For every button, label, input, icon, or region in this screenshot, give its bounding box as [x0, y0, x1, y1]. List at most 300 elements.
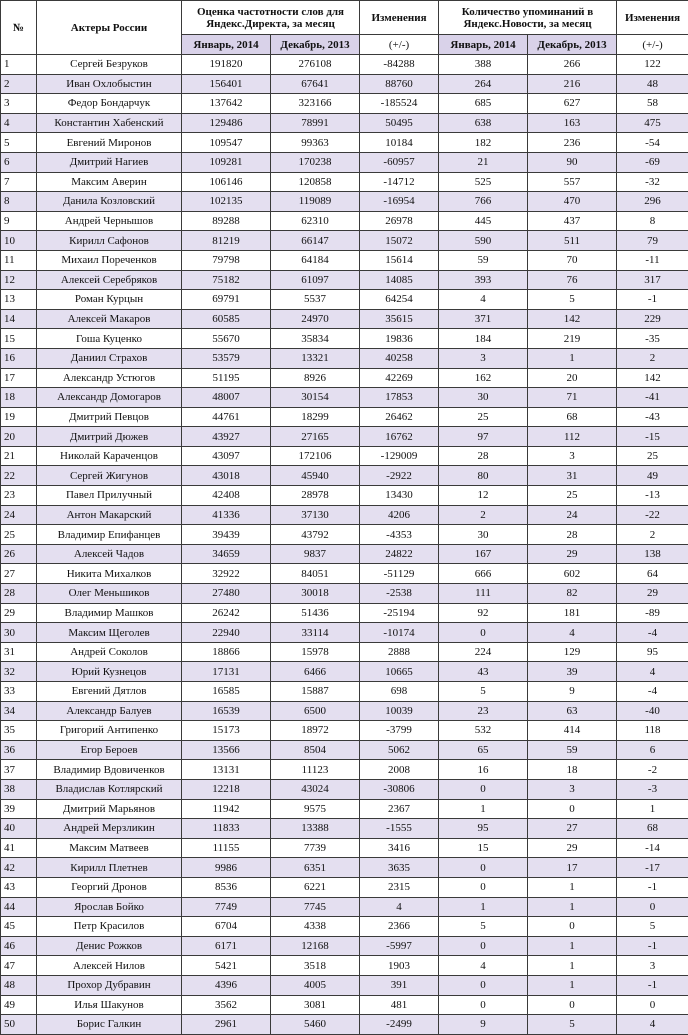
- news-change-cell: 2: [617, 348, 688, 368]
- news-december-cell: 4: [528, 623, 617, 643]
- direct-january-cell: 69791: [182, 290, 271, 310]
- direct-december-cell: 3518: [271, 956, 360, 976]
- news-change-cell: 6: [617, 740, 688, 760]
- news-change-cell: -15: [617, 427, 688, 447]
- news-january-cell: 21: [439, 152, 528, 172]
- actor-name-cell: Максим Матвеев: [37, 838, 182, 858]
- news-december-cell: 25: [528, 486, 617, 506]
- direct-change-cell: 19836: [360, 329, 439, 349]
- table-row: [1, 584, 688, 604]
- news-change-cell: -22: [617, 505, 688, 525]
- actor-name-cell: Александр Устюгов: [37, 368, 182, 388]
- news-change-cell: -1: [617, 975, 688, 995]
- direct-january-cell: 17131: [182, 662, 271, 682]
- actor-name-cell: Борис Галкин: [37, 1015, 182, 1035]
- news-january-cell: 224: [439, 642, 528, 662]
- news-january-cell: 3: [439, 348, 528, 368]
- table-row: [1, 642, 688, 662]
- news-change-cell: -17: [617, 858, 688, 878]
- news-january-cell: 162: [439, 368, 528, 388]
- direct-january-cell: 6704: [182, 917, 271, 937]
- row-number-cell: 25: [1, 525, 37, 545]
- row-number-cell: 15: [1, 329, 37, 349]
- direct-december-cell: 13388: [271, 819, 360, 839]
- header-news-january: Январь, 2014: [439, 35, 528, 55]
- direct-change-cell: 2367: [360, 799, 439, 819]
- table-row: [1, 956, 688, 976]
- row-number-cell: 9: [1, 211, 37, 231]
- direct-january-cell: 22940: [182, 623, 271, 643]
- news-january-cell: 167: [439, 544, 528, 564]
- row-number-cell: 20: [1, 427, 37, 447]
- row-number-cell: 50: [1, 1015, 37, 1035]
- table-row: [1, 466, 688, 486]
- direct-january-cell: 11155: [182, 838, 271, 858]
- news-december-cell: 70: [528, 250, 617, 270]
- direct-december-cell: 27165: [271, 427, 360, 447]
- news-january-cell: 80: [439, 466, 528, 486]
- news-change-cell: 25: [617, 446, 688, 466]
- news-change-cell: -4: [617, 623, 688, 643]
- news-january-cell: 1: [439, 897, 528, 917]
- actor-name-cell: Никита Михалков: [37, 564, 182, 584]
- row-number-cell: 19: [1, 407, 37, 427]
- row-number-cell: 16: [1, 348, 37, 368]
- direct-january-cell: 106146: [182, 172, 271, 192]
- table-row: [1, 1015, 688, 1035]
- news-change-cell: -41: [617, 388, 688, 408]
- table-row: [1, 799, 688, 819]
- direct-january-cell: 41336: [182, 505, 271, 525]
- actor-name-cell: Андрей Мерзликин: [37, 819, 182, 839]
- table-row: [1, 55, 688, 75]
- direct-change-cell: 3635: [360, 858, 439, 878]
- table-row: [1, 877, 688, 897]
- table-row: [1, 701, 688, 721]
- news-january-cell: 184: [439, 329, 528, 349]
- news-december-cell: 20: [528, 368, 617, 388]
- actor-name-cell: Роман Курцын: [37, 290, 182, 310]
- direct-january-cell: 44761: [182, 407, 271, 427]
- direct-january-cell: 79798: [182, 250, 271, 270]
- direct-december-cell: 323166: [271, 94, 360, 114]
- news-january-cell: 95: [439, 819, 528, 839]
- news-change-cell: -13: [617, 486, 688, 506]
- news-change-cell: 138: [617, 544, 688, 564]
- actor-name-cell: Гоша Куценко: [37, 329, 182, 349]
- row-number-cell: 6: [1, 152, 37, 172]
- news-december-cell: 68: [528, 407, 617, 427]
- news-change-cell: 475: [617, 113, 688, 133]
- row-number-cell: 21: [1, 446, 37, 466]
- direct-december-cell: 24970: [271, 309, 360, 329]
- news-change-cell: 0: [617, 897, 688, 917]
- row-number-cell: 34: [1, 701, 37, 721]
- header-number: №: [1, 1, 37, 55]
- header-news-change: Изменения: [617, 1, 688, 35]
- news-change-cell: 122: [617, 55, 688, 75]
- actor-name-cell: Павел Прилучный: [37, 486, 182, 506]
- row-number-cell: 26: [1, 544, 37, 564]
- direct-january-cell: 34659: [182, 544, 271, 564]
- table-row: [1, 544, 688, 564]
- direct-change-cell: 13430: [360, 486, 439, 506]
- direct-change-cell: 14085: [360, 270, 439, 290]
- news-december-cell: 163: [528, 113, 617, 133]
- news-january-cell: 15: [439, 838, 528, 858]
- direct-change-cell: -4353: [360, 525, 439, 545]
- header-direct-change: Изменения: [360, 1, 439, 35]
- direct-december-cell: 120858: [271, 172, 360, 192]
- row-number-cell: 3: [1, 94, 37, 114]
- direct-january-cell: 11942: [182, 799, 271, 819]
- direct-change-cell: 391: [360, 975, 439, 995]
- direct-december-cell: 8926: [271, 368, 360, 388]
- news-change-cell: -4: [617, 682, 688, 702]
- table-row: [1, 838, 688, 858]
- news-december-cell: 0: [528, 995, 617, 1015]
- direct-change-cell: -2922: [360, 466, 439, 486]
- direct-change-cell: -2538: [360, 584, 439, 604]
- news-january-cell: 16: [439, 760, 528, 780]
- news-january-cell: 2: [439, 505, 528, 525]
- direct-change-cell: 64254: [360, 290, 439, 310]
- direct-december-cell: 64184: [271, 250, 360, 270]
- direct-change-cell: 16762: [360, 427, 439, 447]
- news-change-cell: 317: [617, 270, 688, 290]
- direct-january-cell: 9986: [182, 858, 271, 878]
- actor-name-cell: Олег Меньшиков: [37, 584, 182, 604]
- direct-december-cell: 33114: [271, 623, 360, 643]
- direct-january-cell: 18866: [182, 642, 271, 662]
- actor-name-cell: Сергей Жигунов: [37, 466, 182, 486]
- direct-december-cell: 12168: [271, 936, 360, 956]
- table-row: [1, 721, 688, 741]
- table-header: [1, 1, 688, 55]
- header-direct-frequency: Оценка частотности слов для Яндекс.Директа, за месяц: [182, 1, 360, 35]
- direct-january-cell: 43097: [182, 446, 271, 466]
- news-december-cell: 181: [528, 603, 617, 623]
- news-january-cell: 5: [439, 917, 528, 937]
- news-january-cell: 264: [439, 74, 528, 94]
- news-december-cell: 602: [528, 564, 617, 584]
- news-december-cell: 236: [528, 133, 617, 153]
- table-row: [1, 603, 688, 623]
- direct-december-cell: 45940: [271, 466, 360, 486]
- news-change-cell: -89: [617, 603, 688, 623]
- direct-january-cell: 26242: [182, 603, 271, 623]
- direct-december-cell: 9837: [271, 544, 360, 564]
- row-number-cell: 39: [1, 799, 37, 819]
- direct-january-cell: 16585: [182, 682, 271, 702]
- actor-name-cell: Максим Аверин: [37, 172, 182, 192]
- direct-change-cell: -5997: [360, 936, 439, 956]
- direct-january-cell: 48007: [182, 388, 271, 408]
- news-december-cell: 24: [528, 505, 617, 525]
- direct-change-cell: 2008: [360, 760, 439, 780]
- row-number-cell: 42: [1, 858, 37, 878]
- direct-january-cell: 11833: [182, 819, 271, 839]
- row-number-cell: 7: [1, 172, 37, 192]
- direct-change-cell: -30806: [360, 779, 439, 799]
- direct-january-cell: 43927: [182, 427, 271, 447]
- news-january-cell: 30: [439, 388, 528, 408]
- row-number-cell: 46: [1, 936, 37, 956]
- table-row: [1, 564, 688, 584]
- direct-change-cell: -14712: [360, 172, 439, 192]
- news-december-cell: 1: [528, 956, 617, 976]
- news-change-cell: 0: [617, 995, 688, 1015]
- table-row: [1, 152, 688, 172]
- actor-name-cell: Евгений Миронов: [37, 133, 182, 153]
- actor-name-cell: Владислав Котлярский: [37, 779, 182, 799]
- news-january-cell: 0: [439, 936, 528, 956]
- table-row: [1, 192, 688, 212]
- actor-name-cell: Дмитрий Певцов: [37, 407, 182, 427]
- direct-change-cell: 2315: [360, 877, 439, 897]
- table-row: [1, 172, 688, 192]
- direct-december-cell: 43792: [271, 525, 360, 545]
- news-january-cell: 393: [439, 270, 528, 290]
- direct-december-cell: 15887: [271, 682, 360, 702]
- news-december-cell: 17: [528, 858, 617, 878]
- row-number-cell: 33: [1, 682, 37, 702]
- direct-december-cell: 37130: [271, 505, 360, 525]
- news-december-cell: 470: [528, 192, 617, 212]
- news-change-cell: -1: [617, 936, 688, 956]
- direct-january-cell: 7749: [182, 897, 271, 917]
- news-january-cell: 0: [439, 975, 528, 995]
- news-december-cell: 71: [528, 388, 617, 408]
- actor-name-cell: Илья Шакунов: [37, 995, 182, 1015]
- direct-december-cell: 43024: [271, 779, 360, 799]
- news-january-cell: 685: [439, 94, 528, 114]
- actor-name-cell: Алексей Серебряков: [37, 270, 182, 290]
- direct-change-cell: 2888: [360, 642, 439, 662]
- news-january-cell: 0: [439, 877, 528, 897]
- direct-december-cell: 13321: [271, 348, 360, 368]
- news-change-cell: 1: [617, 799, 688, 819]
- direct-change-cell: 17853: [360, 388, 439, 408]
- news-change-cell: 4: [617, 662, 688, 682]
- actor-name-cell: Егор Бероев: [37, 740, 182, 760]
- actor-name-cell: Владимир Машков: [37, 603, 182, 623]
- row-number-cell: 41: [1, 838, 37, 858]
- table-row: [1, 270, 688, 290]
- direct-change-cell: 1903: [360, 956, 439, 976]
- row-number-cell: 8: [1, 192, 37, 212]
- direct-december-cell: 119089: [271, 192, 360, 212]
- news-change-cell: 64: [617, 564, 688, 584]
- table-row: [1, 975, 688, 995]
- news-change-cell: 49: [617, 466, 688, 486]
- direct-december-cell: 11123: [271, 760, 360, 780]
- news-december-cell: 59: [528, 740, 617, 760]
- actor-name-cell: Владимир Вдовиченков: [37, 760, 182, 780]
- actor-name-cell: Антон Макарский: [37, 505, 182, 525]
- table-row: [1, 662, 688, 682]
- news-january-cell: 9: [439, 1015, 528, 1035]
- news-january-cell: 445: [439, 211, 528, 231]
- news-january-cell: 590: [439, 231, 528, 251]
- direct-january-cell: 60585: [182, 309, 271, 329]
- direct-december-cell: 30154: [271, 388, 360, 408]
- news-january-cell: 12: [439, 486, 528, 506]
- news-january-cell: 65: [439, 740, 528, 760]
- news-december-cell: 1: [528, 975, 617, 995]
- direct-change-cell: -16954: [360, 192, 439, 212]
- direct-change-cell: -1555: [360, 819, 439, 839]
- news-january-cell: 0: [439, 779, 528, 799]
- direct-change-cell: 40258: [360, 348, 439, 368]
- direct-december-cell: 9575: [271, 799, 360, 819]
- news-december-cell: 76: [528, 270, 617, 290]
- news-january-cell: 0: [439, 858, 528, 878]
- row-number-cell: 13: [1, 290, 37, 310]
- news-change-cell: -1: [617, 290, 688, 310]
- row-number-cell: 4: [1, 113, 37, 133]
- news-change-cell: 68: [617, 819, 688, 839]
- table-row: [1, 623, 688, 643]
- actor-name-cell: Михаил Пореченков: [37, 250, 182, 270]
- news-change-cell: 2: [617, 525, 688, 545]
- actor-name-cell: Дмитрий Дюжев: [37, 427, 182, 447]
- news-december-cell: 216: [528, 74, 617, 94]
- actor-name-cell: Дмитрий Марьянов: [37, 799, 182, 819]
- row-number-cell: 11: [1, 250, 37, 270]
- news-january-cell: 1: [439, 799, 528, 819]
- direct-january-cell: 13131: [182, 760, 271, 780]
- row-number-cell: 2: [1, 74, 37, 94]
- table-row: [1, 995, 688, 1015]
- table-row: [1, 388, 688, 408]
- news-change-cell: 229: [617, 309, 688, 329]
- news-change-cell: -3: [617, 779, 688, 799]
- direct-december-cell: 84051: [271, 564, 360, 584]
- direct-change-cell: 88760: [360, 74, 439, 94]
- news-change-cell: 95: [617, 642, 688, 662]
- direct-december-cell: 3081: [271, 995, 360, 1015]
- actor-name-cell: Прохор Дубравин: [37, 975, 182, 995]
- actor-name-cell: Кирилл Плетнев: [37, 858, 182, 878]
- direct-january-cell: 109281: [182, 152, 271, 172]
- news-change-cell: 118: [617, 721, 688, 741]
- table-row: [1, 936, 688, 956]
- news-change-cell: -54: [617, 133, 688, 153]
- news-december-cell: 437: [528, 211, 617, 231]
- table-row: [1, 897, 688, 917]
- table-row: [1, 94, 688, 114]
- direct-january-cell: 15173: [182, 721, 271, 741]
- direct-january-cell: 39439: [182, 525, 271, 545]
- direct-change-cell: -60957: [360, 152, 439, 172]
- news-december-cell: 3: [528, 446, 617, 466]
- row-number-cell: 12: [1, 270, 37, 290]
- news-december-cell: 1: [528, 897, 617, 917]
- news-december-cell: 29: [528, 544, 617, 564]
- direct-january-cell: 42408: [182, 486, 271, 506]
- direct-december-cell: 6351: [271, 858, 360, 878]
- direct-change-cell: 35615: [360, 309, 439, 329]
- row-number-cell: 30: [1, 623, 37, 643]
- news-change-cell: -1: [617, 877, 688, 897]
- direct-january-cell: 12218: [182, 779, 271, 799]
- table-row: [1, 525, 688, 545]
- news-december-cell: 5: [528, 1015, 617, 1035]
- direct-change-cell: -10174: [360, 623, 439, 643]
- news-january-cell: 28: [439, 446, 528, 466]
- news-january-cell: 388: [439, 55, 528, 75]
- news-january-cell: 43: [439, 662, 528, 682]
- actor-name-cell: Григорий Антипенко: [37, 721, 182, 741]
- news-change-cell: -2: [617, 760, 688, 780]
- direct-december-cell: 99363: [271, 133, 360, 153]
- row-number-cell: 45: [1, 917, 37, 937]
- direct-january-cell: 5421: [182, 956, 271, 976]
- direct-change-cell: -84288: [360, 55, 439, 75]
- news-december-cell: 28: [528, 525, 617, 545]
- table-row: [1, 309, 688, 329]
- news-december-cell: 219: [528, 329, 617, 349]
- news-january-cell: 638: [439, 113, 528, 133]
- direct-january-cell: 2961: [182, 1015, 271, 1035]
- row-number-cell: 29: [1, 603, 37, 623]
- direct-january-cell: 8536: [182, 877, 271, 897]
- direct-december-cell: 276108: [271, 55, 360, 75]
- news-change-cell: 142: [617, 368, 688, 388]
- direct-december-cell: 7739: [271, 838, 360, 858]
- header-direct-unit: (+/-): [360, 35, 439, 55]
- table-row: [1, 779, 688, 799]
- direct-change-cell: 4206: [360, 505, 439, 525]
- news-january-cell: 59: [439, 250, 528, 270]
- table-row: [1, 368, 688, 388]
- direct-change-cell: 10039: [360, 701, 439, 721]
- direct-january-cell: 6171: [182, 936, 271, 956]
- direct-january-cell: 51195: [182, 368, 271, 388]
- actor-name-cell: Сергей Безруков: [37, 55, 182, 75]
- news-december-cell: 1: [528, 936, 617, 956]
- direct-december-cell: 18299: [271, 407, 360, 427]
- row-number-cell: 22: [1, 466, 37, 486]
- news-december-cell: 90: [528, 152, 617, 172]
- news-december-cell: 511: [528, 231, 617, 251]
- news-december-cell: 5: [528, 290, 617, 310]
- direct-january-cell: 13566: [182, 740, 271, 760]
- direct-change-cell: 15614: [360, 250, 439, 270]
- table-row: [1, 760, 688, 780]
- news-january-cell: 30: [439, 525, 528, 545]
- direct-december-cell: 6466: [271, 662, 360, 682]
- news-january-cell: 23: [439, 701, 528, 721]
- table-row: [1, 250, 688, 270]
- direct-january-cell: 3562: [182, 995, 271, 1015]
- news-change-cell: -32: [617, 172, 688, 192]
- row-number-cell: 10: [1, 231, 37, 251]
- direct-january-cell: 55670: [182, 329, 271, 349]
- direct-december-cell: 170238: [271, 152, 360, 172]
- news-december-cell: 27: [528, 819, 617, 839]
- news-january-cell: 182: [439, 133, 528, 153]
- direct-december-cell: 7745: [271, 897, 360, 917]
- news-december-cell: 0: [528, 799, 617, 819]
- news-january-cell: 4: [439, 956, 528, 976]
- direct-change-cell: 10665: [360, 662, 439, 682]
- row-number-cell: 14: [1, 309, 37, 329]
- news-december-cell: 3: [528, 779, 617, 799]
- direct-december-cell: 51436: [271, 603, 360, 623]
- news-change-cell: 29: [617, 584, 688, 604]
